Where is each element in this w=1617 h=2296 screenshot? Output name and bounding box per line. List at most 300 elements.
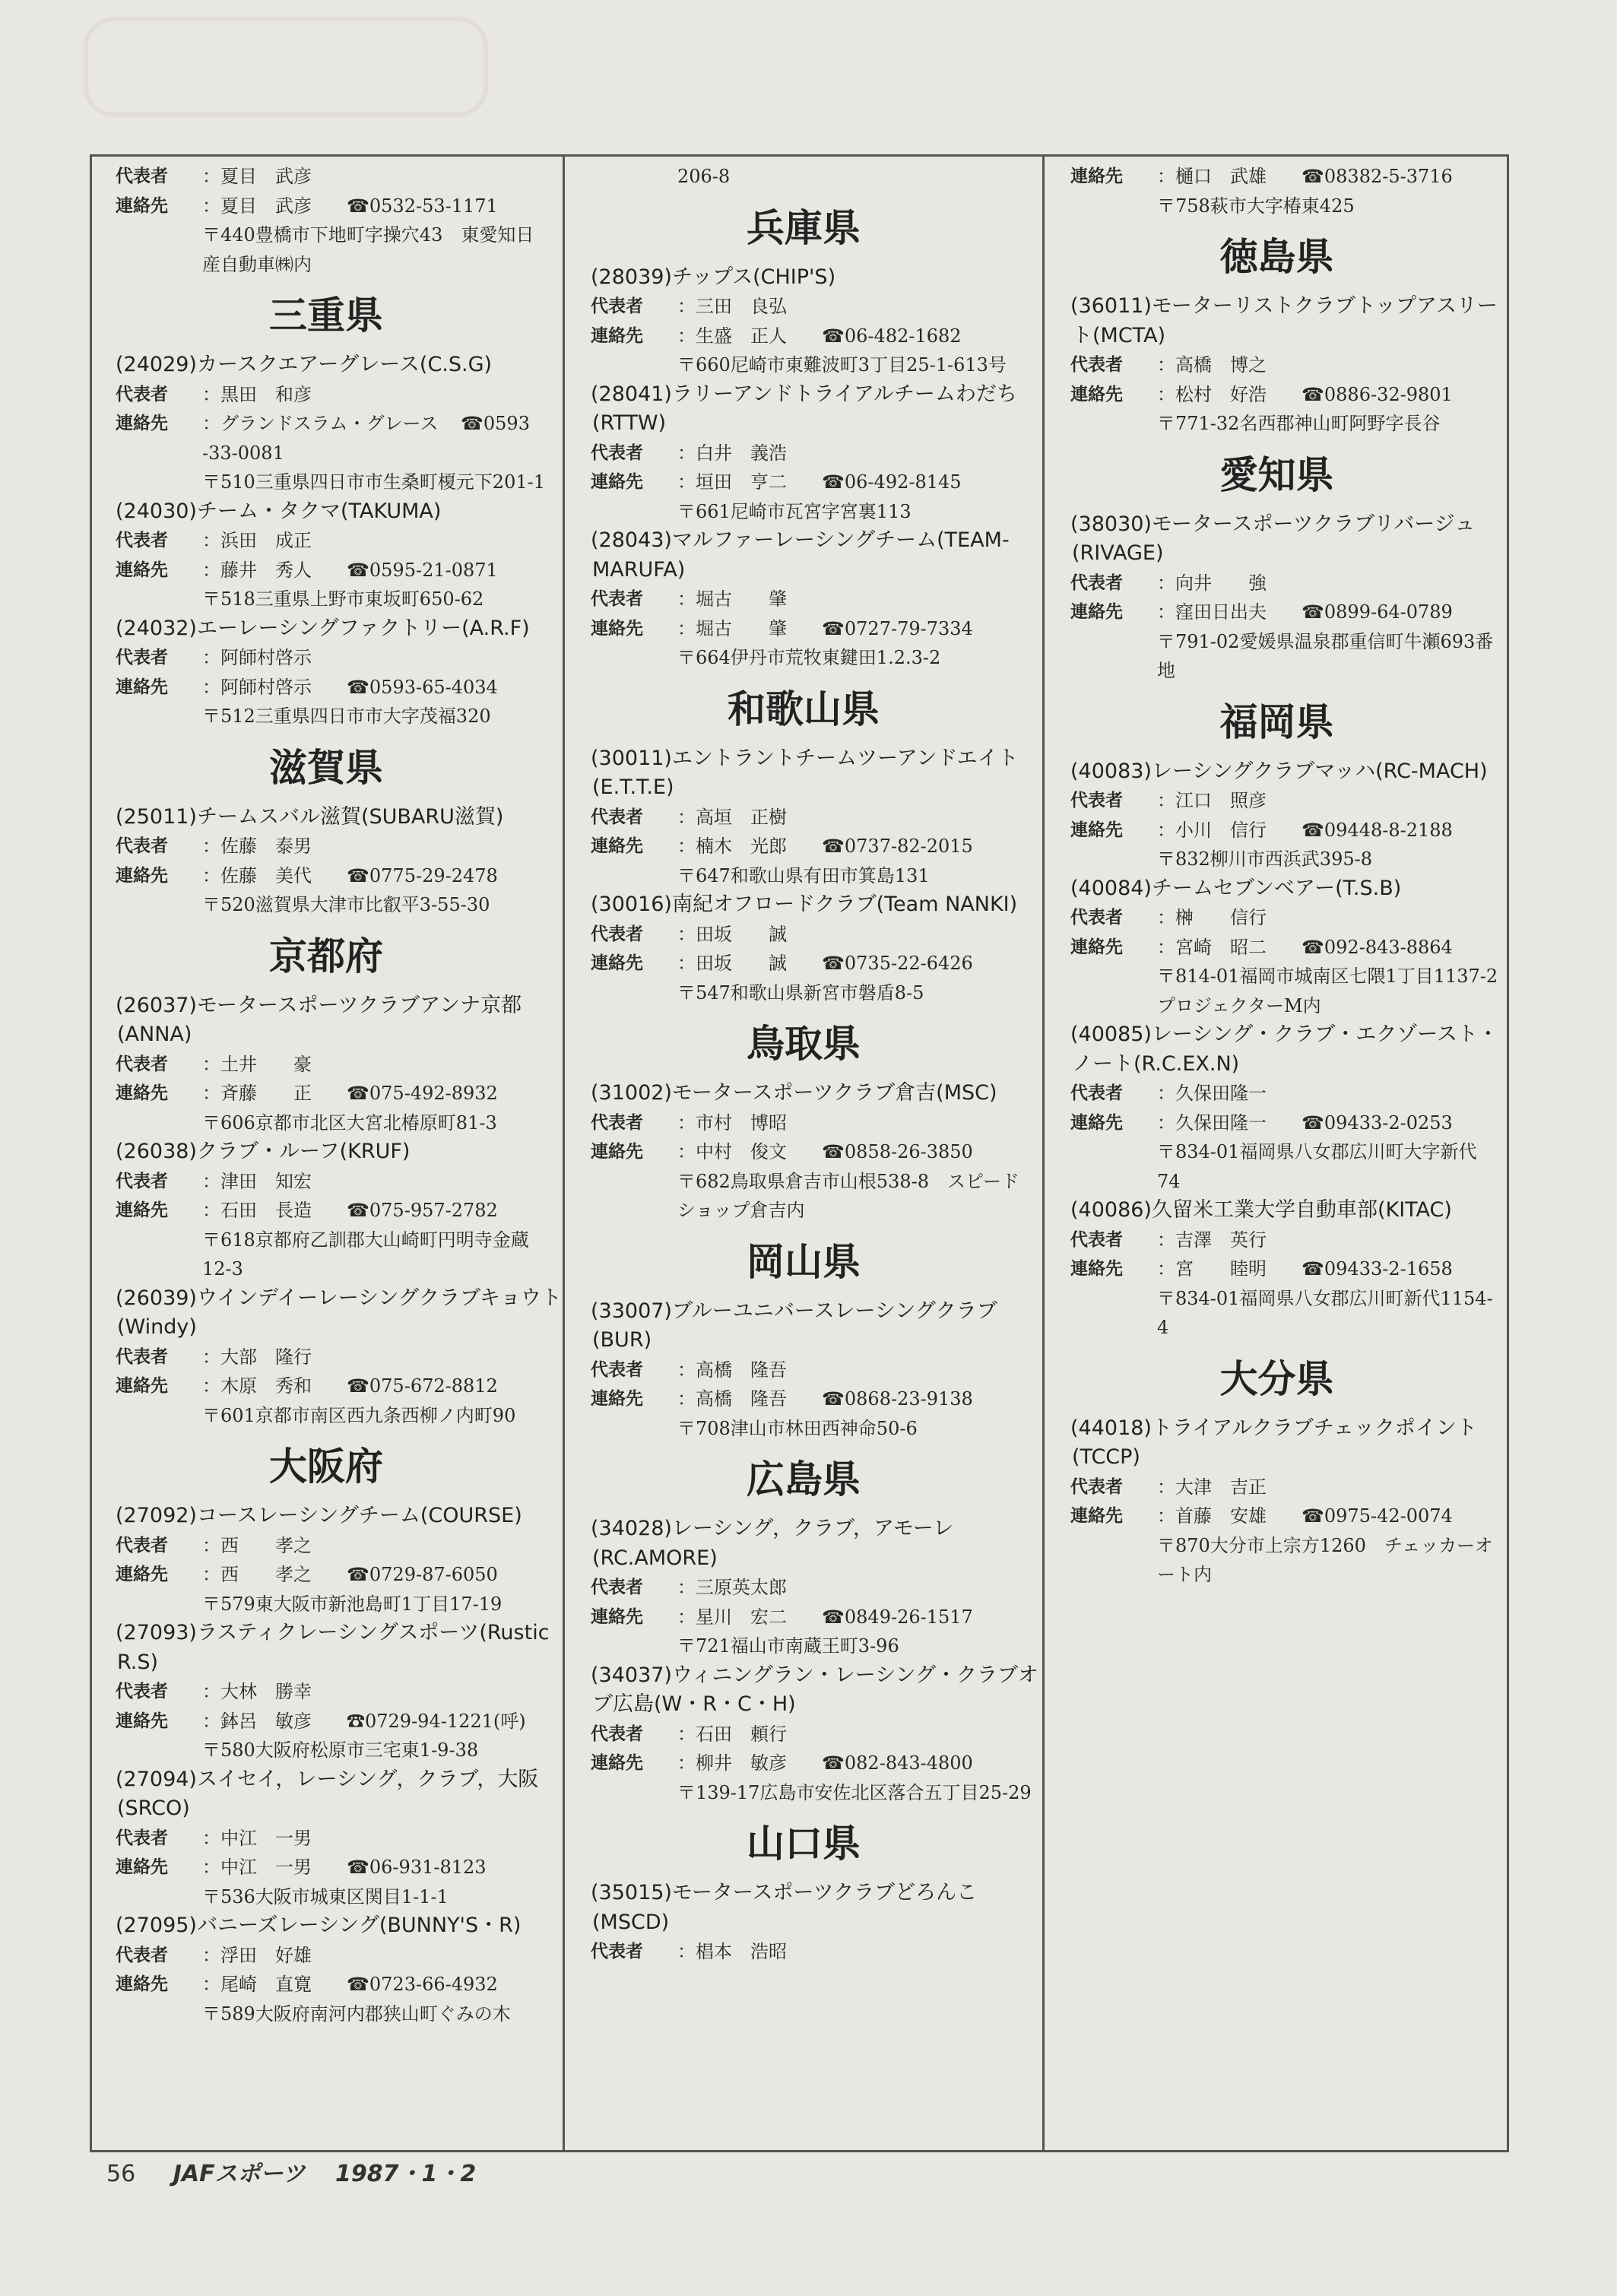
entry — [565, 1297, 1042, 1444]
club-name: (28041)ラリーアンドトライアルチームわだち(RTTW) — [591, 382, 1017, 435]
contact-row — [565, 468, 1042, 497]
contact-label: 連絡先 — [591, 953, 643, 973]
contact-row — [565, 949, 1042, 978]
prefecture-heading: 鳥取県 — [747, 1022, 861, 1066]
contact-name: ：堀古 肇 — [677, 617, 787, 639]
rep-label: 代表者 — [116, 1054, 168, 1074]
rep-name: ：土井 豪 — [202, 1053, 312, 1075]
club-name: (25011)チームスバル滋賀(SUBARU滋賀) — [116, 804, 504, 829]
contact-tel: ☎0886-32-9801 — [1302, 383, 1453, 405]
contact-tel: ☎0735-22-6426 — [822, 953, 973, 974]
contact-tel: ☎082-843-4800 — [822, 1752, 973, 1774]
contact-name: ：高橋 隆吾 — [677, 1388, 787, 1410]
rep-row — [90, 1167, 563, 1197]
club-name: (40085)レーシング・クラブ・エクゾースト・ノート(R.C.EX.N) — [1070, 1023, 1498, 1076]
contact-tel: ☎09433-2-1658 — [1302, 1258, 1453, 1280]
rep-name: ：市村 博昭 — [677, 1112, 787, 1134]
rep-label: 代表者 — [591, 1942, 643, 1961]
club-name: (26039)ウインデイーレーシングクラブキョウト(Windy) — [116, 1286, 562, 1339]
rep-name: ：大林 勝幸 — [202, 1681, 312, 1702]
rep-label: 代表者 — [116, 166, 168, 186]
rep-name: ：堀古 肇 — [677, 588, 787, 610]
entry — [565, 380, 1042, 527]
contact-row — [90, 1970, 563, 1999]
club-name: (24032)エーレーシングファクトリー(A.R.F) — [116, 616, 530, 640]
contact-label: 連絡先 — [1070, 1112, 1123, 1133]
contact-row — [1045, 1254, 1509, 1284]
contact-label: 連絡先 — [116, 1200, 168, 1220]
club-name: (34028)レーシング，クラブ，アモーレ(RC.AMORE) — [591, 1517, 954, 1570]
contact-name: ：宮崎 昭二 — [1157, 936, 1267, 958]
contact-address: 〒512三重県四日市市大字茂福320 — [202, 706, 491, 727]
contact-address: 〒771-32名西郡神山町阿野字長谷 — [1157, 413, 1441, 434]
contact-label: 連絡先 — [591, 472, 643, 492]
entry — [565, 744, 1042, 891]
rep-row — [90, 1677, 563, 1707]
contact-address: 〒708津山市林田西神命50-6 — [677, 1417, 918, 1439]
entry — [565, 1661, 1042, 1808]
club-name: (30016)南紀オフロードクラブ(Team NANKI) — [591, 893, 1018, 916]
rep-row — [565, 1937, 1042, 1967]
contact-name: ：グランドスラム・グレース — [202, 413, 439, 434]
contact-row — [565, 1603, 1042, 1632]
club-name: (28039)チップス(CHIP'S) — [591, 265, 836, 289]
rep-label: 代表者 — [116, 836, 168, 856]
entry — [90, 1284, 563, 1431]
rep-name: ：中江 一男 — [202, 1827, 312, 1849]
rep-name: ：榊 信行 — [1157, 907, 1267, 928]
contact-label: 連絡先 — [116, 195, 168, 216]
contact-row — [1045, 1502, 1509, 1531]
rep-name: ：阿師村啓示 — [202, 647, 312, 668]
contact-tel: ☎09433-2-0253 — [1302, 1112, 1453, 1134]
prefecture-heading: 徳島県 — [1219, 235, 1334, 279]
contact-address: 〒547和歌山県新宮市磐盾8-5 — [677, 982, 924, 1004]
contact-name: ：木原 秀和 — [202, 1375, 312, 1397]
contact-address: 〒580大阪府松原市三宅東1-9-38 — [202, 1739, 479, 1761]
contact-address: 〒664伊丹市荒牧東鍵田1.2.3-2 — [677, 647, 941, 668]
prefecture-heading: 大分県 — [1219, 1356, 1334, 1401]
club-name: (28043)マルファーレーシングチーム(TEAM-MARUFA) — [591, 528, 1010, 582]
entry — [1045, 1196, 1509, 1343]
contact-tel: ☎08382-5-3716 — [1302, 166, 1453, 187]
contact-label: 連絡先 — [116, 1857, 168, 1877]
contact-name: ：首藤 安雄 — [1157, 1505, 1267, 1527]
contact-tel: ☎0868-23-9138 — [822, 1388, 973, 1410]
rep-label: 代表者 — [591, 1359, 643, 1380]
contact-name: ：佐藤 美代 — [202, 864, 312, 886]
contact-tel: ☎0593 — [461, 413, 530, 434]
rep-name: ：津田 知宏 — [202, 1170, 312, 1192]
contact-label: 連絡先 — [591, 1753, 643, 1773]
rep-name: ：大部 隆行 — [202, 1346, 312, 1368]
rep-name: ：吉澤 英行 — [1157, 1229, 1267, 1251]
contact-tel: ☎0723-66-4932 — [347, 1974, 498, 1995]
contact-row — [565, 614, 1042, 644]
contact-name: ：星川 宏二 — [677, 1606, 787, 1628]
rep-label: 代表者 — [116, 531, 168, 550]
rep-row — [1045, 903, 1509, 933]
page-footer — [106, 2159, 476, 2190]
contact-name: ：田坂 誠 — [677, 953, 787, 974]
rep-row — [565, 1720, 1042, 1749]
prefecture-heading: 滋賀県 — [269, 745, 383, 790]
contact-label: 連絡先 — [1070, 937, 1123, 957]
rep-row — [1045, 1079, 1509, 1108]
contact-row — [90, 1707, 563, 1736]
contact-address: 〒589大阪府南河内郡狭山町ぐみの木 — [202, 2003, 511, 2025]
contact-name: ：柳井 敏彦 — [677, 1752, 787, 1774]
entry — [1045, 1414, 1509, 1590]
prefecture-heading: 三重県 — [269, 293, 383, 338]
rep-label: 代表者 — [1070, 1229, 1123, 1250]
entry — [565, 1079, 1042, 1226]
contact-address: 〒814-01福岡市城南区七隈1丁目1137-2 プロジェクターM内 — [1157, 966, 1517, 1016]
rep-label: 代表者 — [116, 1828, 168, 1848]
contact-tel: ☎0858-26-3850 — [822, 1141, 973, 1162]
contact-address: 〒139-17広島市安佐北区落合五丁目25-29 — [677, 1781, 1032, 1803]
contact-label: 連絡先 — [116, 1565, 168, 1584]
contact-name: ：藤井 秀人 — [202, 559, 312, 581]
entry — [565, 1514, 1042, 1661]
rep-row — [90, 643, 563, 673]
contact-name: ：樋口 武雄 — [1157, 166, 1267, 187]
rep-row — [90, 162, 563, 192]
contact-address: 〒660尼崎市東難波町3丁目25-1-613号 — [677, 354, 1007, 376]
contact-name: ：尾崎 直寛 — [202, 1974, 312, 1995]
club-name: (24030)チーム・タクマ(TAKUMA) — [116, 499, 442, 523]
contact-row — [90, 192, 563, 221]
contact-address: 〒606京都市北区大宮北椿原町81-3 — [202, 1112, 497, 1134]
rep-row — [1045, 786, 1509, 816]
rep-row — [90, 1343, 563, 1372]
rep-label: 代表者 — [1070, 908, 1123, 928]
rep-name: ：白井 義浩 — [677, 442, 787, 464]
entry — [1045, 757, 1509, 874]
prefecture-heading: 兵庫県 — [747, 205, 861, 250]
rep-row — [565, 1356, 1042, 1385]
contact-name: ：楠木 光郎 — [677, 836, 787, 857]
contact-row — [90, 861, 563, 891]
entry — [90, 991, 563, 1138]
prefecture-heading: 和歌山県 — [728, 687, 880, 731]
contact-address: 〒440豊橋市下地町字操穴43 東愛知日産自動車㈱内 — [202, 224, 534, 275]
contact-name: ：阿師村啓示 — [202, 676, 312, 698]
rep-label: 代表者 — [591, 442, 643, 463]
rep-row — [565, 585, 1042, 614]
rep-row — [565, 920, 1042, 950]
column-3 — [1045, 154, 1517, 2152]
contact-row — [565, 832, 1042, 861]
entry — [1045, 162, 1509, 220]
rep-row — [90, 1531, 563, 1561]
rep-row — [1045, 569, 1509, 598]
rep-row — [565, 1573, 1042, 1603]
club-name: (31002)モータースポーツクラブ倉吉(MSC) — [591, 1081, 997, 1105]
contact-tel: ☎075-672-8812 — [347, 1375, 498, 1397]
rep-row — [90, 832, 563, 861]
contact-address: 〒579東大阪市新池島町1丁目17-19 — [202, 1593, 503, 1615]
contact-row — [565, 1749, 1042, 1778]
prefecture-heading: 大阪府 — [269, 1445, 383, 1489]
contact-label: 連絡先 — [591, 1389, 643, 1409]
contact-row — [1045, 162, 1509, 192]
rep-label: 代表者 — [116, 1535, 168, 1556]
entry — [90, 497, 563, 614]
contact-name: ：中江 一男 — [202, 1857, 312, 1878]
contact-label: 連絡先 — [1070, 166, 1123, 186]
contact-address: 〒682鳥取県倉吉市山根538-8 スピードショップ倉吉内 — [677, 1170, 1020, 1221]
contact-name: ：久保田隆一 — [1157, 1112, 1267, 1134]
contact-address: 〒601京都市南区西九条西柳ノ内町90 — [202, 1404, 516, 1426]
club-name: (26037)モータースポーツクラブアンナ京都(ANNA) — [116, 993, 522, 1046]
contact-row — [565, 1384, 1042, 1414]
entry — [565, 526, 1042, 673]
rep-name: ：高橋 隆吾 — [677, 1359, 787, 1381]
magazine-logo: JAFスポーツ — [173, 2161, 306, 2187]
rep-name: ：浜田 成正 — [202, 530, 312, 551]
contact-row — [90, 1079, 563, 1108]
contact-tel: ☎06-482-1682 — [822, 325, 962, 347]
contact-row — [1045, 598, 1509, 627]
club-name: (27092)コースレーシングチーム(COURSE) — [116, 1504, 522, 1527]
contact-tel: ☎0532-53-1171 — [347, 195, 498, 217]
contact-tel-continued: -33-0081 — [202, 442, 284, 464]
rep-name: ：向井 強 — [1157, 572, 1267, 594]
contact-name: ：松村 好浩 — [1157, 383, 1267, 405]
rep-row — [90, 1941, 563, 1971]
contact-label: 連絡先 — [116, 1376, 168, 1396]
rep-label: 代表者 — [591, 1724, 643, 1744]
club-name: (27093)ラスティクレーシングスポーツ(Rustic R.S) — [116, 1621, 550, 1674]
contact-address: 〒870大分市上宗方1260 チェッカーオート内 — [1157, 1534, 1493, 1585]
contact-row — [90, 409, 563, 439]
club-name: (30011)エントラントチームツーアンドエイト(E.T.T.E) — [591, 746, 1019, 799]
rep-row — [565, 292, 1042, 322]
rep-label: 代表者 — [591, 924, 643, 944]
contact-row — [565, 1137, 1042, 1167]
contact-tel: ☎0727-79-7334 — [822, 617, 973, 639]
rep-name: ：西 孝之 — [202, 1534, 312, 1556]
contact-label: 連絡先 — [591, 1142, 643, 1162]
rep-name: ：江口 照彦 — [1157, 790, 1267, 811]
prefecture-heading: 京都府 — [269, 934, 383, 978]
contact-address: 〒647和歌山県有田市箕島131 — [677, 864, 930, 886]
contact-address: 〒721福山市南蔵王町3-96 — [677, 1635, 899, 1657]
contact-tel: ☎06-492-8145 — [822, 471, 962, 493]
rep-name: ：佐藤 泰男 — [202, 836, 312, 857]
entry — [90, 1502, 563, 1619]
contact-address: 〒834-01福岡県八女郡広川町大字新代74 — [1157, 1141, 1477, 1192]
contact-label: 連絡先 — [116, 677, 168, 697]
entry — [1045, 874, 1517, 1021]
rep-label: 代表者 — [591, 589, 643, 609]
contact-address: 〒618京都府乙訓郡大山崎町円明寺金蔵12-3 — [202, 1229, 529, 1280]
rep-name: ：高垣 正樹 — [677, 806, 787, 828]
rep-label: 代表者 — [1070, 1476, 1123, 1497]
rep-row — [90, 1824, 563, 1854]
contact-row — [90, 673, 563, 702]
contact-label: 連絡先 — [591, 325, 643, 346]
rep-label: 代表者 — [591, 297, 643, 316]
entry — [90, 1137, 563, 1284]
contact-name: ：生盛 正人 — [677, 325, 787, 347]
prefecture-heading: 岡山県 — [747, 1239, 861, 1284]
contact-label: 連絡先 — [116, 1083, 168, 1103]
contact-address: 〒536大阪市城東区関目1-1-1 — [202, 1885, 449, 1908]
rep-row — [565, 1108, 1042, 1138]
contact-tel: ☎0595-21-0871 — [347, 559, 498, 581]
rep-name: ：夏目 武彦 — [202, 166, 312, 187]
rep-label: 代表者 — [1070, 791, 1123, 810]
rep-label: 代表者 — [116, 1682, 168, 1701]
rep-row — [90, 526, 563, 556]
contact-tel: ☎075-957-2782 — [347, 1200, 498, 1221]
issue-date: 1987・1・2 — [334, 2161, 477, 2187]
contact-tel: ☎075-492-8932 — [347, 1083, 498, 1104]
entry — [1045, 1020, 1509, 1196]
contact-name: ：窪田日出夫 — [1157, 601, 1267, 623]
club-name: (33007)ブルーユニバースレーシングクラブ(BUR) — [591, 1299, 997, 1352]
contact-address: 〒791-02愛媛県温泉郡重信町牛瀬693番地 — [1157, 630, 1494, 681]
rep-label: 代表者 — [116, 1346, 168, 1367]
contact-label: 連絡先 — [591, 836, 643, 856]
club-name: (40084)チームセブンベアー(T.S.B) — [1070, 876, 1402, 900]
entry — [90, 350, 563, 497]
contact-row — [90, 1853, 563, 1882]
contact-name: ：夏目 武彦 — [202, 195, 312, 217]
club-name: (26038)クラブ・ルーフ(KRUF) — [116, 1140, 411, 1163]
contact-name: ：鉢呂 敏彦 — [202, 1710, 312, 1732]
entry — [90, 803, 563, 920]
contact-label: 連絡先 — [116, 560, 168, 580]
prefecture-heading: 山口県 — [747, 1822, 861, 1866]
contact-row — [90, 1560, 563, 1590]
rep-name: ：椙本 浩昭 — [677, 1941, 787, 1962]
contact-row — [90, 1196, 563, 1226]
entry — [90, 1765, 563, 1912]
contact-label: 連絡先 — [1070, 384, 1123, 404]
entry — [90, 1619, 563, 1765]
prefecture-heading: 愛知県 — [1219, 452, 1334, 497]
column-2 — [565, 154, 1042, 2152]
club-name: (27095)バニーズレーシング(BUNNY'S・R) — [116, 1914, 522, 1937]
rep-label: 代表者 — [116, 1171, 168, 1191]
contact-tel: ☎0737-82-2015 — [822, 836, 973, 857]
rep-label: 代表者 — [1070, 572, 1123, 593]
contact-label: 連絡先 — [591, 1606, 643, 1627]
contact-name: ：西 孝之 — [202, 1564, 312, 1585]
contact-tel: ☎092-843-8864 — [1302, 936, 1453, 958]
contact-address: 〒834-01福岡県八女郡広川町新代1154-4 — [1157, 1287, 1493, 1338]
contact-tel: ☎0975-42-0074 — [1302, 1505, 1453, 1527]
address-continued: 206-8 — [677, 166, 731, 187]
entry — [90, 162, 563, 279]
rep-row — [565, 439, 1042, 468]
faded-header-logo — [84, 17, 488, 117]
contact-name: ：石田 長造 — [202, 1200, 312, 1221]
contact-row — [1045, 816, 1509, 845]
contact-label: 連絡先 — [116, 1711, 168, 1731]
contact-tel: ☎0729-94-1221(呼) — [347, 1710, 526, 1732]
rep-name: ：石田 頼行 — [677, 1723, 787, 1745]
contact-label: 連絡先 — [1070, 602, 1123, 622]
contact-address: 〒520滋賀県大津市比叡平3-55-30 — [202, 894, 490, 915]
rep-name: ：久保田隆一 — [1157, 1083, 1267, 1104]
contact-label: 連絡先 — [1070, 1259, 1123, 1279]
contact-name: ：小川 信行 — [1157, 819, 1267, 841]
contact-row — [565, 322, 1042, 351]
club-name: (27094)スイセイ，レーシング，クラブ，大阪(SRCO) — [116, 1767, 539, 1820]
contact-address: 〒518三重県上野市東坂町650-62 — [202, 588, 484, 610]
rep-label: 代表者 — [116, 1945, 168, 1965]
rep-name: ：大津 吉正 — [1157, 1476, 1267, 1498]
contact-row — [1045, 1108, 1509, 1138]
contact-tel: ☎06-931-8123 — [347, 1857, 487, 1878]
club-name: (24029)カースクエアーグレース(C.S.G) — [116, 353, 493, 376]
rep-name: ：高橋 博之 — [1157, 354, 1267, 376]
rep-label: 代表者 — [1070, 355, 1123, 375]
club-name: (35015)モータースポーツクラブどろんこ(MSCD) — [591, 1881, 978, 1934]
contact-name: ：斉藤 正 — [202, 1083, 312, 1104]
rep-row — [1045, 1226, 1509, 1255]
club-name: (34037)ウィニングラン・レーシング・クラブオブ広島(W・R・C・H) — [591, 1663, 1038, 1716]
club-name: (40086)久留米工業大学自動車部(KITAC) — [1070, 1198, 1452, 1222]
contact-row — [90, 556, 563, 585]
contact-address: 〒832柳川市西浜武395-8 — [1157, 848, 1372, 870]
contact-row — [1045, 933, 1509, 962]
page-number: 56 — [106, 2161, 136, 2187]
contact-name: ：宮 睦明 — [1157, 1258, 1267, 1280]
rep-label: 代表者 — [591, 1112, 643, 1133]
rep-name: ：黒田 和彦 — [202, 383, 312, 405]
contact-name: ：垣田 亨二 — [677, 471, 787, 493]
contact-label: 連絡先 — [116, 865, 168, 886]
rep-row — [90, 1050, 563, 1080]
entry — [565, 1879, 1042, 1967]
contact-tel: ☎0775-29-2478 — [347, 864, 498, 886]
club-name: (40083)レーシングクラブマッハ(RC-MACH) — [1070, 759, 1488, 783]
contact-name: ：中村 俊文 — [677, 1141, 787, 1162]
club-name: (38030)モータースポーツクラブリバージュ(RIVAGE) — [1070, 512, 1476, 565]
rep-name: ：三原英太郎 — [677, 1577, 787, 1598]
contact-label: 連絡先 — [116, 414, 168, 433]
contact-tel: ☎0849-26-1517 — [822, 1606, 973, 1628]
rep-row — [1045, 350, 1509, 380]
prefecture-heading: 広島県 — [747, 1457, 861, 1502]
rep-label: 代表者 — [1070, 1083, 1123, 1103]
prefecture-heading: 福岡県 — [1219, 699, 1334, 744]
rep-name: ：田坂 誠 — [677, 923, 787, 945]
contact-address: 〒758萩市大字椿東425 — [1157, 195, 1355, 217]
entry — [565, 263, 1042, 380]
rep-label: 代表者 — [591, 807, 643, 827]
rep-label: 代表者 — [116, 384, 168, 404]
contact-label: 連絡先 — [1070, 1506, 1123, 1526]
column-1 — [90, 154, 563, 2152]
club-name: (44018)トライアルクラブチェックポイント(TCCP) — [1070, 1416, 1477, 1469]
entry — [565, 890, 1042, 1007]
contact-label: 連絡先 — [116, 1974, 168, 1994]
contact-label: 連絡先 — [591, 618, 643, 639]
contact-tel: ☎0729-87-6050 — [347, 1564, 498, 1585]
rep-name: ：浮田 好雄 — [202, 1944, 312, 1966]
entry — [90, 1911, 563, 2028]
contact-tel: ☎0593-65-4034 — [347, 676, 498, 698]
club-name: (36011)モーターリストクラブトップアスリート(MCTA) — [1070, 294, 1498, 347]
contact-row — [90, 1372, 563, 1401]
rep-row — [90, 380, 563, 410]
